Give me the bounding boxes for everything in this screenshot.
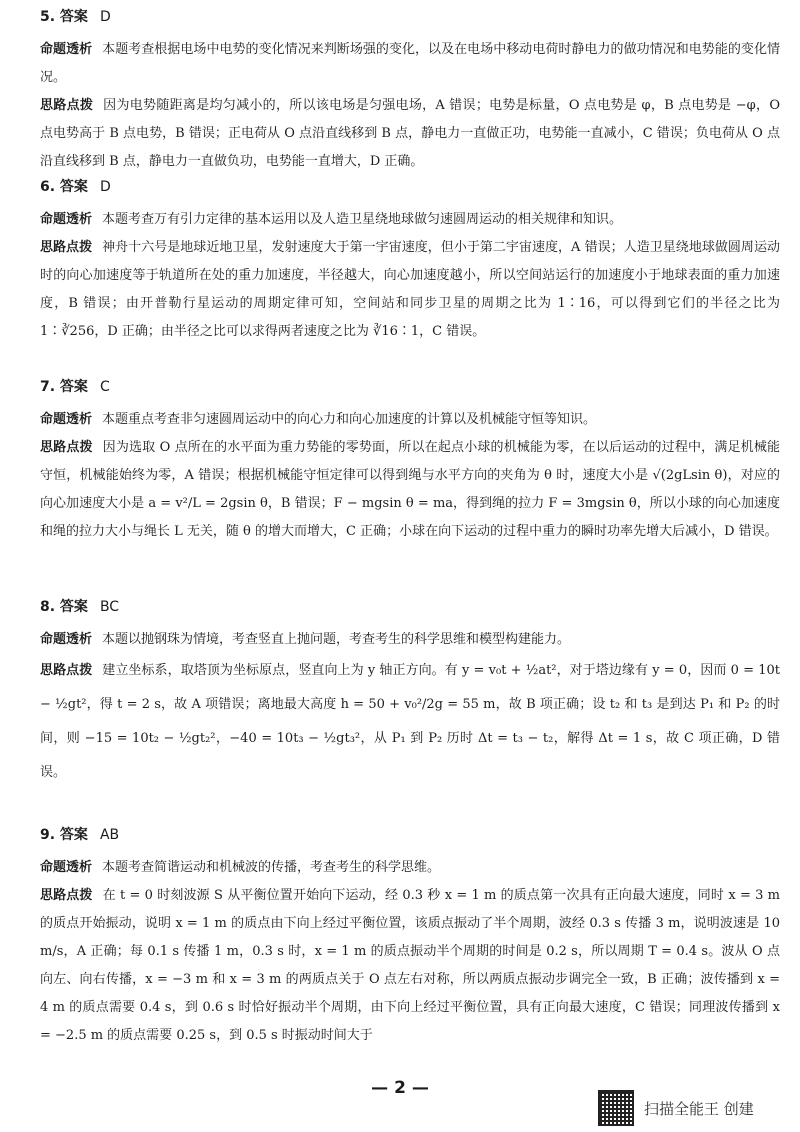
scanner-watermark <box>600 1090 790 1126</box>
analysis-label: 命题透析 <box>40 632 93 647</box>
analysis-paragraph <box>40 36 780 92</box>
answer-line <box>40 598 780 616</box>
answer-value: AB <box>99 827 120 843</box>
question-6 <box>40 178 780 346</box>
answer-line <box>40 826 780 844</box>
answer-line <box>40 378 780 396</box>
solution-text: 神舟十六号是地球近地卫星，发射速度大于第一宇宙速度，但小于第二宇宙速度，A 错误；人造卫星绕地球做圆周运动时的向心加速度等于轨道所在处的重力加速度，半径越大，向心加速度越小，所以空间站运行的加速度小于地球表面的重力加速度，B 错误；由开普勒行星运动的周期定律可知，空间站和同步卫星的周期之比为 1∶16，可以得到它们的半径之比为 1∶∛256，D 正确；由半径之比可以求得两者速度之比为 ∛16∶1，C 错误。 <box>40 240 780 339</box>
answer-label: 7. 答案 <box>40 379 88 395</box>
analysis-label: 命题透析 <box>40 412 93 427</box>
solution-label: 思路点拨 <box>40 240 93 255</box>
solution-text: 因为选取 O 点所在的水平面为重力势能的零势面，所以在起点小球的机械能为零，在以后运动的过程中，满足机械能守恒，机械能始终为零，A 错误；根据机械能守恒定律可以得到绳与水平方向的夹角为 θ 时，速度大小是 √(2gLsin θ)，对应的向心加速度大小是 a = v²/L = 2gsin θ，B 错误；F − mgsin θ = ma，得到绳的拉力 F = 3mgsin θ，所以小球的向心加速度和绳的拉力大小与绳长 L 无关，随 θ 的增大而增大，C 正确；小球在向下运动的过程中重力的瞬时功率先增大后减小，D 错误。 <box>40 440 780 539</box>
analysis-paragraph <box>40 406 780 434</box>
solution-text: 在 t = 0 时刻波源 S 从平衡位置开始向下运动，经 0.3 秒 x = 1 m 的质点第一次具有正向最大速度，同时 x = 3 m 的质点开始振动，说明 x = 1 m 的质点由下向上经过平衡位置，该质点振动了半个周期，波经 0.3 s 传播 3 m，说明波速是 10 m/s，A 正确；每 0.1 s 传播 1 m，0.3 s 时，x = 1 m 的质点振动半个周期的时间是 0.2 s，所以周期 T = 0.4 s。波从 O 点向左、向右传播，x = −3 m 和 x = 3 m 的两质点关于 O 点左右对称，所以两质点振动步调完全一致，B 正确；波传播到 x = 4 m 的质点需要 0.4 s，到 0.6 s 时恰好振动半个周期，由下向上经过平衡位置，具有正向最大速度，C 错误；同理波传播到 x = −2.5 m 的质点需要 0.25 s，到 0.5 s 时振动时间大于 <box>40 888 780 1043</box>
solution-label: 思路点拨 <box>40 888 93 903</box>
solution-paragraph <box>40 654 780 790</box>
solution-paragraph <box>40 882 780 1050</box>
analysis-text: 本题考查万有引力定律的基本运用以及人造卫星绕地球做匀速圆周运动的相关规律和知识。 <box>102 212 623 227</box>
solution-label: 思路点拨 <box>40 663 93 678</box>
answer-value: D <box>99 179 111 195</box>
analysis-paragraph <box>40 626 780 654</box>
analysis-text: 本题以抛钢珠为情境，考查竖直上抛问题，考查考生的科学思维和模型构建能力。 <box>102 632 571 647</box>
question-8 <box>40 598 780 790</box>
solution-paragraph <box>40 234 780 346</box>
answer-value: BC <box>99 599 120 615</box>
answer-label: 6. 答案 <box>40 179 88 195</box>
answer-value: C <box>99 379 110 395</box>
solution-label: 思路点拨 <box>40 98 94 113</box>
question-5 <box>40 8 780 176</box>
answer-line <box>40 178 780 196</box>
answer-value: D <box>99 9 111 25</box>
analysis-text: 本题重点考查非匀速圆周运动中的向心力和向心加速度的计算以及机械能守恒等知识。 <box>102 412 597 427</box>
analysis-text: 本题考查简谐运动和机械波的传播，考查考生的科学思维。 <box>102 860 441 875</box>
solution-text: 因为电势随距离是均匀减小的，所以该电场是匀强电场，A 错误；电势是标量，O 点电势是 φ，B 点电势是 −φ，O 点电势高于 B 点电势，B 错误；正电荷从 O 点沿直线移到 B 点，静电力一直做正功，电势能一直减小，C 错误；负电荷从 O 点沿直线移到 B 点，静电力一直做负功，电势能一直增大，D 正确。 <box>40 98 780 169</box>
solution-label: 思路点拨 <box>40 440 93 455</box>
question-9 <box>40 826 780 1050</box>
qr-code-icon <box>600 1092 632 1124</box>
answer-label: 8. 答案 <box>40 599 88 615</box>
solution-paragraph <box>40 92 780 176</box>
page-number: — 2 — <box>371 1078 429 1098</box>
analysis-label: 命题透析 <box>40 212 93 227</box>
analysis-label: 命题透析 <box>40 42 93 57</box>
watermark-text: 扫描全能王 创建 <box>644 1099 754 1118</box>
analysis-paragraph <box>40 206 780 234</box>
analysis-paragraph <box>40 854 780 882</box>
solution-text: 建立坐标系，取塔顶为坐标原点，竖直向上为 y 轴正方向。有 y = v₀t + ½at²，对于塔边缘有 y = 0，因而 0 = 10t − ½gt²，得 t = 2 s，故 A 项错误；离地最大高度 h = 50 + v₀²/2g = 55 m，故 B 项正确；设 t₂ 和 t₃ 是到达 P₁ 和 P₂ 的时间，则 −15 = 10t₂ − ½gt₂²，−40 = 10t₃ − ½gt₃²，从 P₁ 到 P₂ 历时 Δt = t₃ − t₂，解得 Δt = 1 s，故 C 项正确，D 错误。 <box>40 663 780 780</box>
question-7 <box>40 378 780 546</box>
answer-label: 5. 答案 <box>40 9 88 25</box>
answer-label: 9. 答案 <box>40 827 88 843</box>
answer-line <box>40 8 780 26</box>
solution-paragraph <box>40 434 780 546</box>
analysis-text: 本题考查根据电场中电势的变化情况来判断场强的变化，以及在电场中移动电荷时静电力的做功情况和电势能的变化情况。 <box>40 42 780 85</box>
analysis-label: 命题透析 <box>40 860 93 875</box>
